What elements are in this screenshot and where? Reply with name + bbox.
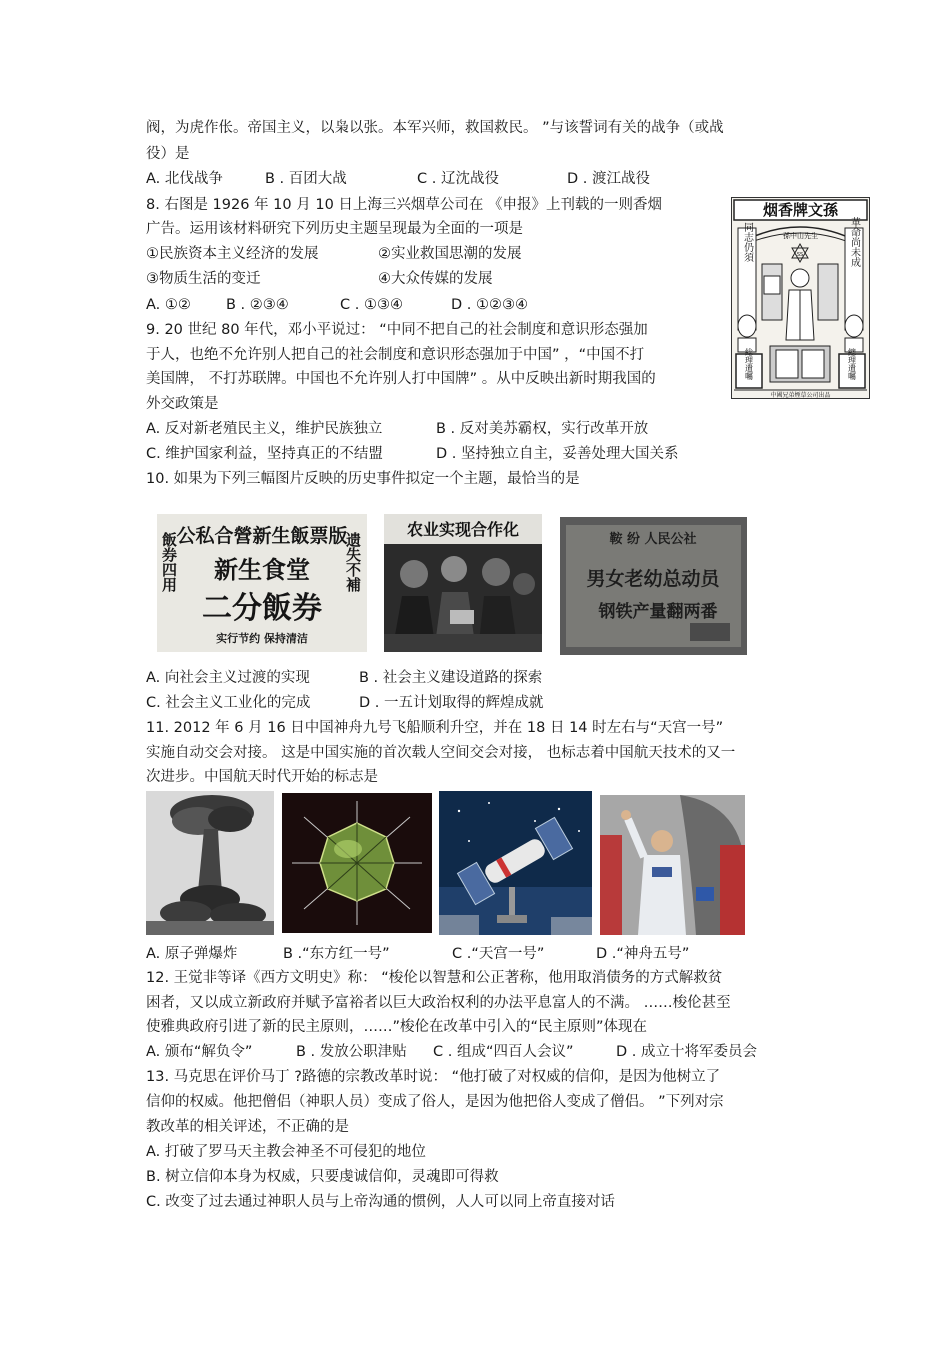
q9-option-b: B . 反对美苏霸权，实行改革开放	[436, 421, 649, 437]
q7-text-line2: 役）是	[146, 146, 190, 162]
ad-center-text: 孫中山先生	[783, 232, 818, 240]
ad-center-mark: SS	[796, 252, 804, 258]
q9-option-d: D . 坚持独立自主，妥善处理大国关系	[436, 446, 679, 462]
q10-option-b: B . 社会主义建设道路的探索	[359, 670, 543, 686]
ad-left-text: 同志仍須	[741, 222, 753, 262]
q11-image-atomic-bomb	[146, 791, 274, 935]
commune-line2: 钢铁产量翻两番	[598, 602, 718, 622]
q10-option-a: A. 向社会主义过渡的实现	[146, 670, 310, 686]
q9-option-c: C. 维护国家利益，坚持真正的不结盟	[146, 446, 383, 462]
q13-option-c: C. 改变了过去通过神职人员与上帝沟通的惯例，人人可以同上帝直接对话	[146, 1194, 615, 1210]
q8-option-a: A. ①②	[146, 297, 191, 313]
q11-text-line3: 次进步。中国航天时代开始的标志是	[146, 769, 378, 785]
q12-text-line2: 困者，又以成立新政府并赋予富裕者以巨大政治权利的办法平息富人的不满。 ……梭伦甚至	[146, 995, 731, 1011]
commune-top: 鞍 纷 人民公社	[609, 532, 697, 547]
q7-option-c: C . 辽沈战役	[417, 171, 499, 187]
q10-text-line1: 10. 如果为下列三幅图片反映的历史事件拟定一个主题，最恰当的是	[146, 471, 580, 487]
q10-image-meal-ticket	[157, 514, 367, 652]
cooperative-banner: 农业实现合作化	[406, 520, 520, 539]
q12-option-a: A. 颁布“解负令”	[146, 1044, 253, 1060]
q13-text-line1: 13. 马克思在评价马丁 ?路德的宗教改革时说： “他打破了对权威的信仰，是因为他树立了	[146, 1069, 721, 1085]
ad-bottom-right: 總理遺囑	[847, 348, 857, 380]
commune-line1: 男女老幼总动员	[586, 568, 720, 590]
ad-bottom-left: 総理遺囑	[744, 348, 754, 380]
q12-option-d: D . 成立十将军委员会	[616, 1044, 757, 1060]
q10-image-people-commune	[560, 517, 747, 655]
q12-text-line3: 使雅典政府引进了新的民主原则，……”梭伦在改革中引入的“民主原则”体现在	[146, 1019, 648, 1035]
meal-ticket-bottom: 实行节约 保持清洁	[216, 632, 308, 645]
cigarette-ad-drawing	[732, 198, 869, 398]
meal-ticket-value: 二分飯券	[202, 591, 322, 626]
q7-option-a: A. 北伐战争	[146, 171, 223, 187]
q8-text-line2: 广告。运用该材料研究下列历史主题呈现最为全面的一项是	[146, 221, 523, 237]
q8-option-b: B . ②③④	[226, 297, 289, 313]
q11-option-b: B .“东方红一号”	[283, 946, 390, 962]
q7-option-d: D . 渡江战役	[567, 171, 650, 187]
q9-text-line4: 外交政策是	[146, 396, 219, 412]
ad-headline: 烟香牌文孫	[762, 201, 839, 219]
q11-text-line1: 11. 2012 年 6 月 16 日中国神舟九号飞船顺利升空，并在 18 日 14 时左右与“天宫一号”	[146, 720, 724, 736]
q8-item-2: ②实业救国思潮的发展	[378, 246, 522, 262]
q9-option-a: A. 反对新老殖民主义，维护民族独立	[146, 421, 383, 437]
q10-image-cooperative	[384, 514, 542, 652]
q7-text-line1: 阀，为虎作伥。帝国主义，以枭以张。本军兴师，救国救民。 ”与该誓词有关的战争（或战	[146, 120, 724, 136]
q9-text-line1: 9. 20 世纪 80 年代，邓小平说过： “中同不把自己的社会制度和意识形态强加	[146, 322, 648, 338]
q8-option-d: D . ①②③④	[451, 297, 528, 313]
q11-text-line2: 实施自动交会对接。 这是中国实施的首次载人空间交会对接， 也标志着中国航天技术的又一	[146, 745, 736, 761]
q7-option-b: B . 百团大战	[265, 171, 347, 187]
q11-option-d: D .“神舟五号”	[596, 946, 690, 962]
meal-ticket-title: 新生食堂	[214, 555, 310, 584]
q12-option-b: B . 发放公职津贴	[296, 1044, 407, 1060]
meal-ticket-left: 飯券四用	[160, 532, 178, 592]
q13-text-line2: 信仰的权威。他把僧侣（神职人员）变成了俗人，是因为他把俗人变成了僧侣。 ”下列对宗	[146, 1094, 724, 1110]
q11-option-c: C .“天宫一号”	[452, 946, 545, 962]
q11-image-shenzhou5-astronaut	[600, 795, 745, 935]
q12-option-c: C . 组成“四百人会议”	[433, 1044, 574, 1060]
q11-image-dongfanghong-satellite	[282, 793, 432, 933]
q9-text-line2: 于人，也绝不允许别人把自己的社会制度和意识形态强加于中国” ，“中国不打	[146, 347, 645, 363]
q10-option-c: C. 社会主义工业化的完成	[146, 695, 311, 711]
q8-item-1: ①民族资本主义经济的发展	[146, 246, 319, 262]
q12-text-line1: 12. 王觉非等译《西方文明史》称： “梭伦以智慧和公正著称，他用取消债务的方式解救贫	[146, 970, 723, 986]
q8-cigarette-ad-image	[731, 197, 870, 399]
q11-image-tiangong-model	[439, 791, 592, 935]
q11-option-a: A. 原子弹爆炸	[146, 946, 238, 962]
q9-text-line3: 美国牌， 不打苏联牌。中国也不允许别人打中国牌” 。从中反映出新时期我国的	[146, 371, 656, 387]
q13-option-b: B. 树立信仰本身为权威，只要虔诚信仰，灵魂即可得救	[146, 1169, 499, 1185]
meal-ticket-right: 遗失不補	[344, 532, 362, 592]
q8-item-3: ③物质生活的变迁	[146, 271, 261, 287]
q8-option-c: C . ①③④	[340, 297, 403, 313]
meal-ticket-banner: 公私合營新生飯票版	[176, 525, 348, 547]
q13-option-a: A. 打破了罗马天主教会神圣不可侵犯的地位	[146, 1144, 426, 1160]
q8-item-4: ④大众传媒的发展	[378, 271, 493, 287]
ad-right-text: 革命尚未成	[848, 217, 860, 267]
ad-footer: 中國兄弟煙草公司出品	[770, 392, 831, 398]
q13-text-line3: 教改革的相关评述，不正确的是	[146, 1119, 349, 1135]
q8-text-line1: 8. 右图是 1926 年 10 月 10 日上海三兴烟草公司在 《申报》上刊载的一则香烟	[146, 197, 663, 213]
q10-option-d: D . 一五计划取得的辉煌成就	[359, 695, 544, 711]
